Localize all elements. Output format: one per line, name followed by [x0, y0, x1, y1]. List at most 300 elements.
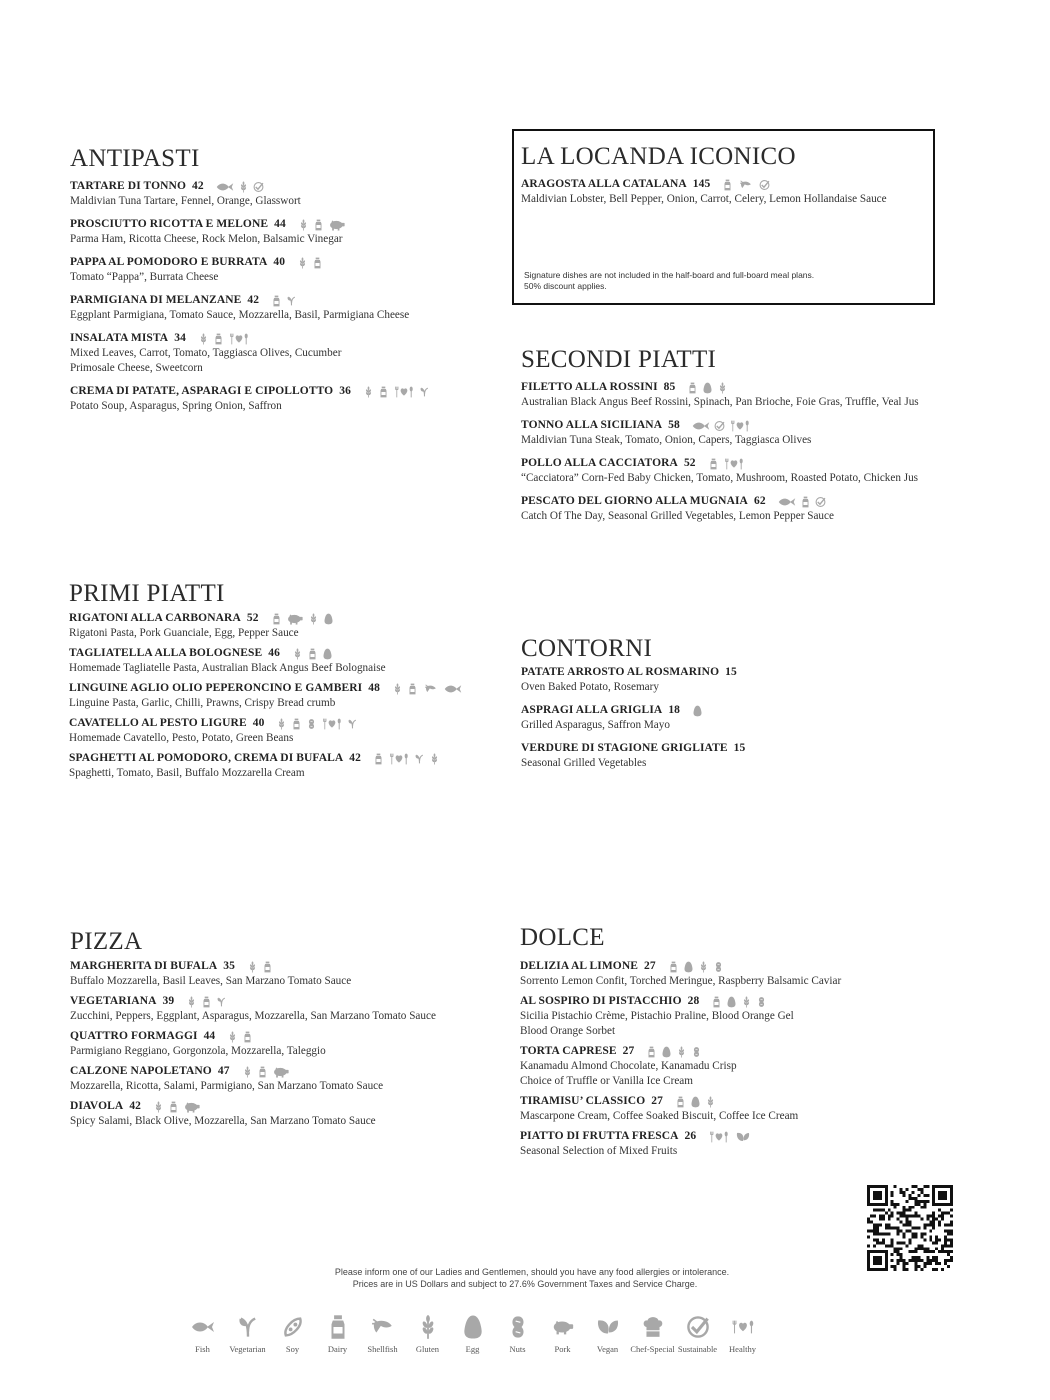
dish-description: Eggplant Parmigiana, Tomato Sauce, Mozzarella, Basil, Parmigiana Cheese — [70, 309, 410, 321]
signature-note — [524, 270, 814, 292]
section-title: DOLCE — [520, 924, 605, 951]
nuts-icon — [506, 1314, 530, 1338]
menu-item-header — [69, 681, 509, 696]
legend-item — [360, 1308, 405, 1354]
dish-name: RIGATONI ALLA CARBONARA — [69, 612, 241, 624]
dish-price: 27 — [644, 960, 656, 972]
fish-icon — [444, 683, 462, 695]
allergen-icons — [646, 1046, 702, 1058]
dish-name: PROSCIUTTO RICOTTA E MELONE — [70, 218, 269, 230]
qr-code[interactable] — [866, 1185, 954, 1271]
allergen-icons — [292, 648, 333, 660]
section-iconico — [512, 129, 935, 305]
dish-price: 46 — [268, 647, 280, 659]
menu-item — [521, 741, 941, 771]
menu-item-header — [521, 494, 961, 509]
allergen-icons — [778, 496, 826, 508]
gluten-icon — [242, 1066, 253, 1078]
menu-item-header — [70, 293, 490, 308]
menu-item — [521, 380, 961, 410]
menu-item — [520, 959, 960, 989]
legend-item — [675, 1308, 720, 1354]
dish-price: 40 — [273, 256, 286, 268]
legend-label: Dairy — [327, 1344, 348, 1354]
menu-item-header — [70, 255, 490, 270]
pork-icon — [551, 1314, 575, 1338]
dish-description: Choice of Truffle or Vanilla Ice Cream — [520, 1075, 693, 1087]
allergen-icons — [668, 961, 724, 973]
dish-name: TORTA CAPRESE — [520, 1045, 617, 1057]
healthy-icon — [708, 1131, 730, 1143]
legend-item — [630, 1308, 675, 1354]
dish-description: Homemade Cavatello, Pesto, Potato, Green Beans — [69, 732, 294, 744]
dish-price: 27 — [651, 1095, 663, 1107]
gluten-icon — [676, 1046, 687, 1058]
legend-item — [720, 1308, 765, 1354]
healthy-icon — [228, 333, 250, 345]
section-title: PIZZA — [70, 928, 143, 955]
gluten-icon — [429, 753, 440, 765]
footer-line: Prices are in US Dollars and subject to 27.6% Government Taxes and Service Charge. — [352, 1279, 698, 1289]
menu-item — [69, 611, 509, 641]
menu-item-header — [70, 959, 510, 974]
dairy-icon — [646, 1046, 657, 1058]
dish-name: TIRAMISU’ CLASSICO — [520, 1095, 646, 1107]
vegetarian-icon — [347, 718, 358, 730]
menu-item-header — [520, 1129, 960, 1144]
dairy-icon — [378, 386, 389, 398]
legend-label: Soy — [285, 1344, 300, 1354]
menu-item-header — [520, 959, 960, 974]
dish-price: 47 — [217, 1065, 230, 1077]
menu-list — [69, 611, 509, 781]
dish-description: Spaghetti, Tomato, Basil, Buffalo Mozzarella Cream — [69, 767, 305, 779]
menu-item-header — [521, 418, 961, 433]
dairy-icon — [326, 1314, 350, 1338]
section-antipasti — [70, 145, 490, 422]
dish-description: Mozzarella, Ricotta, Salami, Parmigiano, San Marzano Tomato Sauce — [70, 1080, 384, 1092]
menu-item-header — [69, 611, 509, 626]
dish-price: 35 — [223, 960, 235, 972]
egg-icon — [323, 613, 334, 625]
dish-price: 34 — [174, 332, 186, 344]
dish-description: Maldivian Lobster, Bell Pepper, Onion, Carrot, Celery, Lemon Hollandaise Sauce — [521, 193, 887, 205]
dish-price: 42 — [247, 294, 260, 306]
dairy-icon — [407, 683, 418, 695]
pork-icon — [328, 219, 346, 231]
dish-price: 18 — [668, 704, 681, 716]
dish-name: CALZONE NAPOLETANO — [70, 1065, 212, 1077]
healthy-icon — [731, 1314, 755, 1338]
sustainable-icon — [686, 1314, 710, 1338]
legend-item — [585, 1308, 630, 1354]
dish-name: CAVATELLO AL PESTO LIGURE — [69, 717, 247, 729]
dish-price: 62 — [753, 495, 766, 507]
menu-item-header — [70, 1064, 510, 1079]
dish-price: 52 — [246, 612, 259, 624]
dairy-icon — [312, 257, 323, 269]
dish-name: ASPRAGI ALLA GRIGLIA — [521, 704, 663, 716]
healthy-icon — [388, 753, 410, 765]
gluten-icon — [238, 181, 249, 193]
dish-description: Zucchini, Peppers, Eggplant, Asparagus, Mozzarella, San Marzano Tomato Sauce — [70, 1010, 436, 1022]
menu-item-header — [69, 646, 509, 661]
nuts-icon — [306, 718, 317, 730]
dish-description: Seasonal Selection of Mixed Fruits — [520, 1145, 678, 1157]
gluten-icon — [363, 386, 374, 398]
menu-item-header — [521, 456, 961, 471]
dish-description: Tomato “Pappa”, Burrata Cheese — [70, 271, 219, 283]
gluten-icon — [276, 718, 287, 730]
healthy-icon — [723, 458, 745, 470]
dairy-icon — [291, 718, 302, 730]
dish-description: Sorrento Lemon Confit, Torched Meringue, Raspberry Balsamic Caviar — [520, 975, 842, 987]
dish-name: VEGETARIANA — [70, 995, 157, 1007]
dairy-icon — [373, 753, 384, 765]
dish-description: Mixed Leaves, Carrot, Tomato, Taggiasca Olives, Cucumber — [70, 347, 342, 359]
dairy-icon — [201, 996, 212, 1008]
allergen-icons — [692, 705, 703, 717]
menu-item — [521, 665, 941, 695]
legend-item — [225, 1308, 270, 1354]
allergen-icons — [247, 961, 273, 973]
gluten-icon — [698, 961, 709, 973]
dish-description: Australian Black Angus Beef Rossini, Spinach, Pan Brioche, Foie Gras, Truffle, Veal Jus — [521, 396, 919, 408]
dish-price: 52 — [683, 457, 696, 469]
legend-item — [450, 1308, 495, 1354]
vegetarian-icon — [216, 996, 227, 1008]
dish-description: Blood Orange Sorbet — [520, 1025, 616, 1037]
shellfish-icon — [422, 683, 440, 695]
allergen-icons — [198, 333, 250, 345]
nuts-icon — [691, 1046, 702, 1058]
gluten-icon — [186, 996, 197, 1008]
menu-item-header — [521, 703, 941, 718]
section-title: ANTIPASTI — [70, 145, 200, 172]
gluten-icon — [717, 382, 728, 394]
gluten-icon — [392, 683, 403, 695]
dish-name: PATATE ARROSTO AL ROSMARINO — [521, 666, 720, 678]
dish-description: Maldivian Tuna Steak, Tomato, Onion, Capers, Taggiasca Olives — [521, 434, 812, 446]
legend-label: Pork — [554, 1344, 571, 1354]
dish-description: Potato Soup, Asparagus, Spring Onion, Saffron — [70, 400, 282, 412]
dish-price: 85 — [663, 381, 676, 393]
dish-description: Buffalo Mozzarella, Basil Leaves, San Marzano Tomato Sauce — [70, 975, 352, 987]
dish-description: Rigatoni Pasta, Pork Guanciale, Egg, Pepper Sauce — [69, 627, 299, 639]
legend-label: Chef-Special — [630, 1344, 675, 1354]
allergen-icons — [692, 420, 751, 432]
egg-icon — [692, 705, 703, 717]
footer-line: Please inform one of our Ladies and Gentlemen, should you have any food allergies or intolerance. — [334, 1267, 730, 1277]
dish-price: 40 — [252, 717, 265, 729]
dish-name: SPAGHETTI AL POMODORO, CREMA DI BUFALA — [69, 752, 344, 764]
menu-item — [70, 994, 510, 1024]
nuts-icon — [713, 961, 724, 973]
legend-label: Healthy — [729, 1344, 756, 1354]
dish-name: TONNO ALLA SICILIANA — [521, 419, 663, 431]
allergen-icons — [711, 996, 767, 1008]
fish-icon — [191, 1314, 215, 1338]
gluten-icon — [292, 648, 303, 660]
dairy-icon — [722, 179, 733, 191]
dish-description: Kanamadu Almond Chocolate, Kanamadu Crisp — [520, 1060, 737, 1072]
dairy-icon — [307, 648, 318, 660]
dish-price: 42 — [129, 1100, 142, 1112]
fish-icon — [216, 181, 234, 193]
dish-description: Parma Ham, Ricotta Cheese, Rock Melon, Balsamic Vinegar — [70, 233, 343, 245]
menu-list — [521, 380, 961, 524]
dish-name: CREMA DI PATATE, ASPARAGI E CIPOLLOTTO — [70, 385, 334, 397]
dairy-icon — [687, 382, 698, 394]
dish-description: “Cacciatora” Corn-Fed Baby Chicken, Tomato, Mushroom, Roasted Potato, Chicken Jus — [521, 472, 919, 484]
dish-description: Homemade Tagliatelle Pasta, Australian Black Angus Beef Bolognaise — [69, 662, 386, 674]
allergen-icons — [722, 179, 770, 191]
menu-item-header — [521, 380, 961, 395]
section-secondi — [521, 346, 961, 532]
dairy-icon — [213, 333, 224, 345]
dairy-icon — [708, 458, 719, 470]
dish-name: LINGUINE AGLIO OLIO PEPERONCINO E GAMBERI — [69, 682, 363, 694]
pork-icon — [183, 1101, 201, 1113]
menu-item — [520, 1129, 960, 1159]
egg-icon — [661, 1046, 672, 1058]
menu-item — [69, 716, 509, 746]
menu-item — [70, 331, 490, 376]
dish-name: MARGHERITA DI BUFALA — [70, 960, 218, 972]
menu-list — [520, 959, 960, 1159]
menu-item — [520, 994, 960, 1039]
legend-label: Fish — [195, 1344, 210, 1354]
allergen-icons — [227, 1031, 253, 1043]
dish-price: 36 — [339, 385, 351, 397]
legend-label: Nuts — [509, 1344, 526, 1354]
dish-price: 15 — [733, 742, 746, 754]
section-pizza — [70, 928, 510, 1134]
menu-item — [70, 217, 490, 247]
egg-icon — [683, 961, 694, 973]
dish-name: DELIZIA AL LIMONE — [520, 960, 639, 972]
dish-price: 58 — [668, 419, 680, 431]
dish-name: FILETTO ALLA ROSSINI — [521, 381, 658, 393]
menu-item — [520, 1094, 960, 1124]
allergen-icons — [708, 1131, 752, 1143]
nuts-icon — [756, 996, 767, 1008]
gluten-icon — [298, 219, 309, 231]
menu-item-header — [70, 331, 490, 346]
pork-icon — [286, 613, 304, 625]
allergen-icons — [675, 1096, 716, 1108]
legend-label: Vegan — [596, 1344, 619, 1354]
menu-item-header — [521, 177, 926, 192]
menu-list — [521, 177, 926, 207]
dish-name: DIAVOLA — [70, 1100, 124, 1112]
dish-name: PIATTO DI FRUTTA FRESCA — [520, 1130, 679, 1142]
dairy-icon — [262, 961, 273, 973]
menu-item — [69, 751, 509, 781]
menu-item — [521, 418, 961, 448]
healthy-icon — [393, 386, 415, 398]
dairy-icon — [271, 295, 282, 307]
gluten-icon — [705, 1096, 716, 1108]
allergen-icons — [708, 458, 745, 470]
menu-item — [70, 959, 510, 989]
section-primi — [69, 580, 509, 786]
menu-list — [70, 179, 490, 414]
menu-item-header — [520, 994, 960, 1009]
allergy-notice — [0, 1266, 1050, 1290]
dish-name: PAPPA AL POMODORO E BURRATA — [70, 256, 268, 268]
gluten-icon — [741, 996, 752, 1008]
dairy-icon — [668, 961, 679, 973]
section-contorni — [521, 635, 941, 779]
legend-item — [270, 1308, 315, 1354]
menu-item-header — [69, 716, 509, 731]
menu-item-header — [520, 1044, 960, 1059]
egg-icon — [322, 648, 333, 660]
menu-item-header — [70, 994, 510, 1009]
vegetarian-icon — [414, 753, 425, 765]
dairy-icon — [168, 1101, 179, 1113]
dish-description: Oven Baked Potato, Rosemary — [521, 681, 659, 693]
menu-item — [70, 1029, 510, 1059]
menu-item-header — [520, 1094, 960, 1109]
allergen-icons — [271, 613, 334, 625]
vegetarian-icon — [419, 386, 430, 398]
legend-label: Shellfish — [367, 1344, 398, 1354]
sustainable-icon — [759, 179, 770, 191]
egg-icon — [702, 382, 713, 394]
legend-item — [540, 1308, 585, 1354]
dairy-icon — [675, 1096, 686, 1108]
dish-price: 145 — [692, 178, 711, 190]
egg-icon — [690, 1096, 701, 1108]
vegan-icon — [734, 1131, 752, 1143]
dairy-icon — [271, 613, 282, 625]
dish-price: 15 — [725, 666, 737, 678]
soy-icon — [281, 1314, 305, 1338]
allergen-icons — [298, 219, 346, 231]
dish-description: Primosale Cheese, Sweetcorn — [70, 362, 203, 374]
gluten-icon — [198, 333, 209, 345]
allergen-icons — [297, 257, 323, 269]
menu-item-header — [70, 217, 490, 232]
menu-item-header — [521, 665, 941, 680]
section-dolce — [520, 924, 960, 1164]
gluten-icon — [153, 1101, 164, 1113]
icon-legend — [180, 1308, 765, 1354]
egg-icon — [461, 1314, 485, 1338]
shellfish-icon — [371, 1314, 395, 1338]
dish-name: INSALATA MISTA — [70, 332, 169, 344]
legend-label: Sustainable — [677, 1344, 718, 1354]
note-line: 50% discount applies. — [524, 281, 607, 291]
menu-item-header — [70, 179, 490, 194]
menu-item-header — [70, 384, 490, 399]
menu-item — [521, 177, 926, 207]
dish-description: Parmigiano Reggiano, Gorgonzola, Mozzarella, Taleggio — [70, 1045, 326, 1057]
allergen-icons — [687, 382, 728, 394]
dish-name: AL SOSPIRO DI PISTACCHIO — [520, 995, 682, 1007]
dish-name: TARTARE DI TONNO — [70, 180, 187, 192]
section-title: LA LOCANDA ICONICO — [521, 143, 796, 170]
menu-item-header — [521, 741, 941, 756]
dairy-icon — [242, 1031, 253, 1043]
legend-item — [405, 1308, 450, 1354]
gluten-icon — [247, 961, 258, 973]
dish-name: ARAGOSTA ALLA CATALANA — [521, 178, 687, 190]
dish-description: Sicilia Pistachio Crème, Pistachio Praline, Blood Orange Gel — [520, 1010, 794, 1022]
menu-item — [70, 1099, 510, 1129]
dish-name: PESCATO DEL GIORNO ALLA MUGNAIA — [521, 495, 748, 507]
menu-list — [70, 959, 510, 1129]
dish-description: Mascarpone Cream, Coffee Soaked Biscuit, Coffee Ice Cream — [520, 1110, 799, 1122]
dish-name: TAGLIATELLA ALLA BOLOGNESE — [69, 647, 263, 659]
legend-label: Egg — [465, 1344, 480, 1354]
menu-item — [69, 681, 509, 711]
allergen-icons — [271, 295, 297, 307]
dish-price: 42 — [349, 752, 361, 764]
menu-item — [70, 293, 490, 323]
dish-description: Linguine Pasta, Garlic, Chilli, Prawns, Crispy Bread crumb — [69, 697, 336, 709]
fish-icon — [692, 420, 710, 432]
sustainable-icon — [815, 496, 826, 508]
egg-icon — [726, 996, 737, 1008]
dish-price: 48 — [368, 682, 380, 694]
fish-icon — [778, 496, 796, 508]
pork-icon — [272, 1066, 290, 1078]
menu-item — [521, 703, 941, 733]
menu-item — [521, 494, 961, 524]
allergen-icons — [276, 718, 358, 730]
dish-price: 28 — [687, 995, 700, 1007]
legend-item — [315, 1308, 360, 1354]
dairy-icon — [257, 1066, 268, 1078]
legend-label: Gluten — [415, 1344, 440, 1354]
dish-name: POLLO ALLA CACCIATORA — [521, 457, 678, 469]
gluten-icon — [308, 613, 319, 625]
menu-item — [521, 456, 961, 486]
menu-item-header — [69, 751, 509, 766]
dish-name: VERDURE DI STAGIONE GRIGLIATE — [521, 742, 728, 754]
gluten-icon — [297, 257, 308, 269]
menu-list — [521, 665, 941, 771]
dish-description: Maldivian Tuna Tartare, Fennel, Orange, Glasswort — [70, 195, 301, 207]
allergen-icons — [392, 683, 462, 695]
vegetarian-icon — [236, 1314, 260, 1338]
menu-item-header — [70, 1099, 510, 1114]
dish-price: 26 — [684, 1130, 697, 1142]
dairy-icon — [711, 996, 722, 1008]
dish-description: Spicy Salami, Black Olive, Mozzarella, San Marzano Tomato Sauce — [70, 1115, 376, 1127]
dish-price: 42 — [192, 180, 204, 192]
dairy-icon — [800, 496, 811, 508]
menu-item-header — [70, 1029, 510, 1044]
menu-item — [70, 384, 490, 414]
dish-description: Seasonal Grilled Vegetables — [521, 757, 647, 769]
legend-item — [495, 1308, 540, 1354]
legend-item — [180, 1308, 225, 1354]
dish-price: 44 — [274, 218, 286, 230]
dish-name: PARMIGIANA DI MELANZANE — [70, 294, 242, 306]
menu-item — [70, 255, 490, 285]
menu-item — [70, 179, 490, 209]
allergen-icons — [242, 1066, 290, 1078]
dish-price: 44 — [203, 1030, 216, 1042]
shellfish-icon — [737, 179, 755, 191]
allergen-icons — [363, 386, 430, 398]
allergen-icons — [186, 996, 227, 1008]
healthy-icon — [321, 718, 343, 730]
